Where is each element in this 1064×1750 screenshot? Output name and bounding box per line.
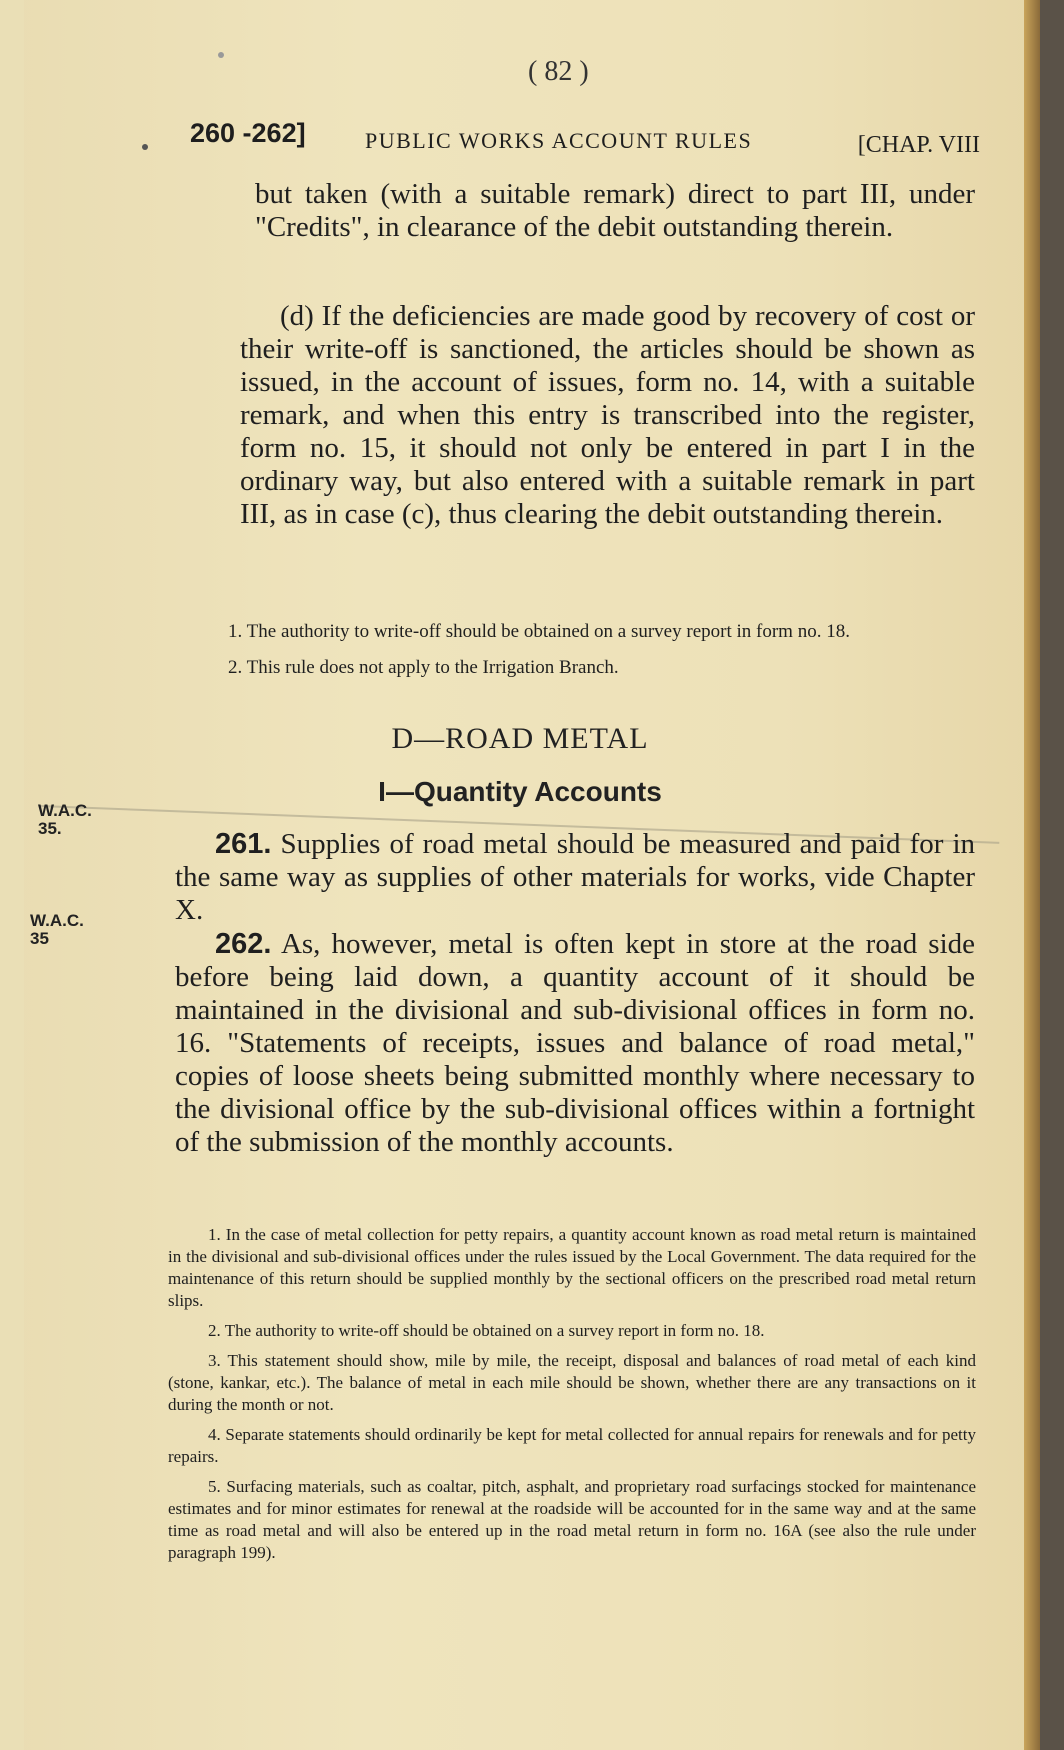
footnote-3: 3. This statement should show, mile by mile, the receipt, disposal and balances of road metal of each kind (stone, kankar, etc.). The balance of metal in each mile should be shown, whether there are any transactions on it during the month or not. <box>168 1351 976 1414</box>
footnote-1: 1. In the case of metal collection for petty repairs, a quantity account known as road metal return is maintained in the divisional and sub-divisional offices under the rules issued by the Local Government. The data required for the maintenance of this return should be supplied monthly by the sectional officers on the prescribed road metal return slips. <box>168 1225 976 1310</box>
clause-d-text: (d) If the deficiencies are made good by recovery of cost or their write-off is sanctioned, the articles should be shown as issued, in the account of issues, form no. 14, with a suitable remark, and when this entry is transcribed into the register, form no. 15, it should not only be entered in part I in the ordinary way, but also entered with a suitable remark in part III, as in case (c), thus clearing the debit outstanding therein. <box>240 300 975 530</box>
clause-d-paragraph <box>240 300 975 531</box>
page-edge <box>1024 0 1040 1750</box>
continuation-paragraph <box>255 178 975 244</box>
ink-speck <box>142 144 148 150</box>
sidenote-262: W.A.C. 35 <box>30 911 84 948</box>
paragraph-262 <box>175 928 975 1159</box>
footnote-4: 4. Separate statements should ordinarily be kept for metal collected for annual repairs for renewals and for petty repairs. <box>168 1425 976 1466</box>
sidenote-261: W.A.C. 35. <box>38 801 92 838</box>
section-notes <box>188 620 975 680</box>
page-number: ( 82 ) <box>528 56 589 87</box>
footnote-2: 2. The authority to write-off should be obtained on a survey report in form no. 18. <box>208 1321 765 1340</box>
paragraph-261-text: Supplies of road metal should be measured and paid for in the same way as supplies of other materials for works, vide Chapter X. <box>175 828 976 926</box>
paragraph-number-262: 262. <box>215 928 272 960</box>
ink-speck <box>218 52 224 58</box>
paragraph-range: 260 -262] <box>190 118 306 148</box>
footnotes <box>168 1224 976 1564</box>
running-title: PUBLIC WORKS ACCOUNT RULES <box>365 128 753 153</box>
section-heading: D—ROAD METAL <box>391 722 649 755</box>
running-header <box>190 118 980 158</box>
paragraph-262-text: As, however, metal is often kept in store at the road side before being laid down, a quantity account of it should be maintained in the divisional and sub-divisional offices in form no. 16. "Statements of receipts, issues and balance of road metal," copies of loose sheets being submitted monthly where necessary to the divisional office by the sub-divisional offices within a fortnight of the submission of the monthly accounts. <box>175 928 975 1158</box>
footnote-5: 5. Surfacing materials, such as coaltar, pitch, asphalt, and proprietary road surfacings stocked for maintenance estimates and for minor estimates for renewal at the roadside will be accounted for in the same way and at the same time as road metal and will also be entered up in the road metal return in form no. 16A (see also the rule under paragraph 199). <box>168 1477 976 1562</box>
note-2: 2. This rule does not apply to the Irrigation Branch. <box>228 657 619 678</box>
continuation-text: but taken (with a suitable remark) direct to part III, under "Credits", in clearance of the debit outstanding therein. <box>255 178 975 243</box>
note-1: 1. The authority to write-off should be obtained on a survey report in form no. 18. <box>228 621 850 642</box>
paragraph-261 <box>175 828 975 927</box>
paragraph-number-261: 261. <box>215 828 272 860</box>
chapter-label: [CHAP. VIII <box>857 132 980 158</box>
section-subheading: I—Quantity Accounts <box>378 776 662 807</box>
page-margin <box>0 0 24 1750</box>
